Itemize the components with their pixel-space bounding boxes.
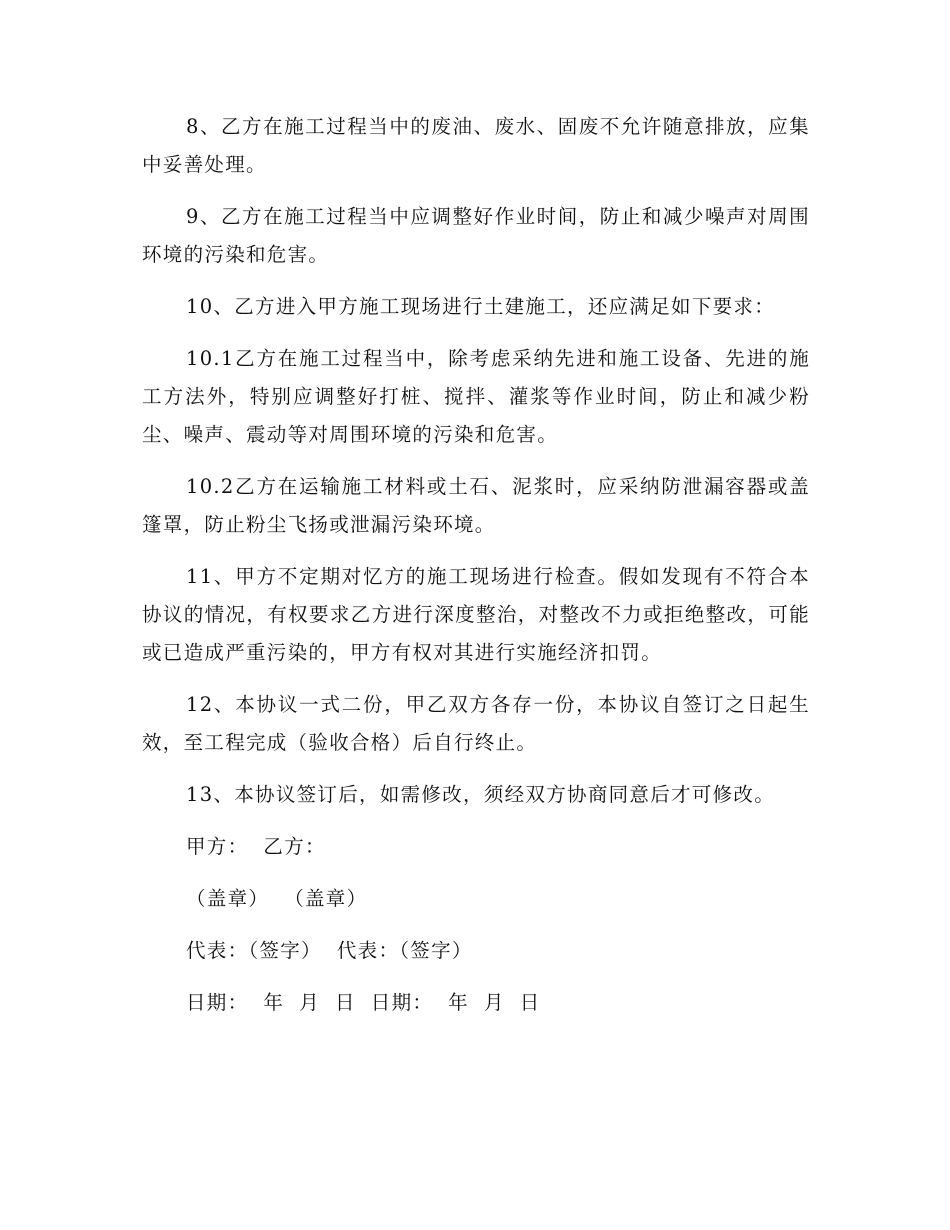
clause-13: 13、本协议签订后，如需修改，须经双方协商同意后才可修改。 <box>186 783 776 806</box>
signature-parties: 甲方： 乙方： <box>186 835 326 858</box>
signature-seal: （盖章） （盖章） <box>186 887 368 910</box>
signature-date: 日期： 年 月 日 日期： 年 月 日 <box>186 991 541 1014</box>
clause-10-1: 10.1乙方在施工过程当中，除考虑采纳先进和施工设备、先进的施工方法外，特别应调整好打桩、搅拌、灌浆等作业时间，防止和减少粉尘、噪声、震动等对周围环境的污染和危害。 <box>142 347 810 446</box>
document-body <box>142 108 810 1036</box>
clause-9: 9、乙方在施工过程当中应调整好作业时间，防止和减少噪声对周围环境的污染和危害。 <box>142 205 810 266</box>
clause-8: 8、乙方在施工过程当中的废油、废水、固废不允许随意排放，应集中妥善处理。 <box>142 115 810 176</box>
clause-12: 12、本协议一式二份，甲乙双方各存一份，本协议自签订之日起生效，至工程完成（验收合格）后自行终止。 <box>142 693 810 754</box>
signature-representative: 代表：（签字） 代表：（签字） <box>186 939 473 962</box>
clause-11: 11、甲方不定期对忆方的施工现场进行检查。假如发现有不符合本协议的情况，有权要求乙方进行深度整治，对整改不力或拒绝整改，可能或已造成严重污染的，甲方有权对其进行实施经济扣罚。 <box>142 565 810 664</box>
clause-10: 10、乙方进入甲方施工现场进行土建施工，还应满足如下要求： <box>186 295 776 318</box>
clause-10-2: 10.2乙方在运输施工材料或土石、泥浆时，应采纳防泄漏容器或盖篷罩，防止粉尘飞扬或泄漏污染环境。 <box>142 475 810 536</box>
